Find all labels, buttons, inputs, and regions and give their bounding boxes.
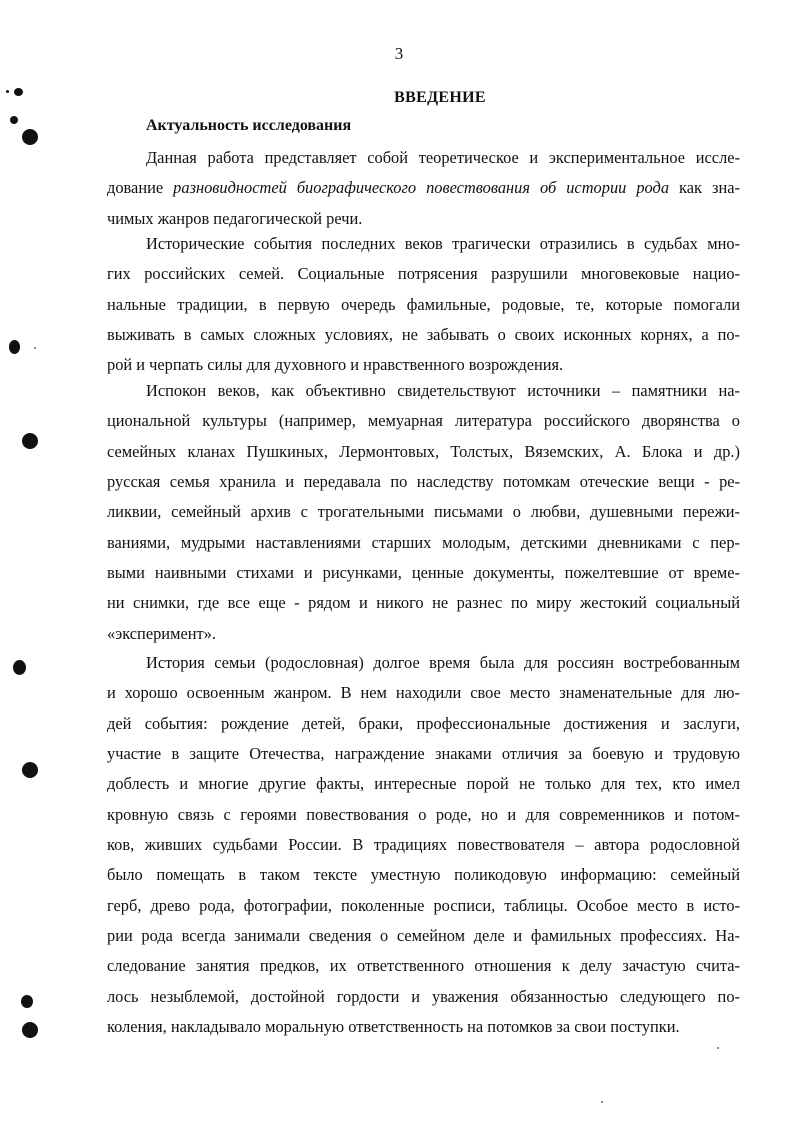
punch-hole [22, 1022, 38, 1038]
scan-speck [601, 1101, 603, 1103]
paragraph-1 [107, 143, 740, 234]
paragraph-3 [107, 376, 740, 649]
text-line: Исторические события последних веков трагически отразились в судьбах мно- [146, 234, 740, 253]
paragraph-2 [107, 229, 740, 381]
text-line: было помещать в таком тексте уместную поликодовую информацию: семейный [107, 865, 740, 885]
text-line: гих российских семей. Социальные потрясения разрушили многовековые нацио- [107, 264, 740, 284]
page-title: ВВЕДЕНИЕ [394, 89, 486, 106]
text-line: «эксперимент». [107, 623, 216, 643]
scan-speck [6, 90, 9, 93]
text-line: дование разновидностей биографического повествования об истории рода как зна- [107, 178, 740, 198]
text-line: выживать в самых сложных условиях, не забывать о своих исконных корнях, а по- [107, 325, 740, 345]
page-number: 3 [394, 44, 404, 63]
text-line: ваниями, мудрыми наставлениями старших молодым, детскими дневниками с пер- [107, 532, 740, 552]
text-line: чимых жанров педагогической речи. [107, 208, 363, 228]
punch-hole [22, 762, 38, 778]
text-line: Данная работа представляет собой теоретическое и экспериментальное иссле- [146, 148, 740, 167]
text-line: семейных кланах Пушкиных, Лермонтовых, Толстых, Вяземских, А. Блока и др.) [107, 441, 740, 461]
text-line: рой и черпать силы для духовного и нравственного возрождения. [107, 355, 564, 375]
punch-hole [22, 433, 38, 449]
text-line: Испокон веков, как объективно свидетельствуют источники – памятники на- [146, 381, 740, 400]
scan-speck [717, 1047, 719, 1049]
text-line: дей события: рождение детей, браки, профессиональные достижения и заслуги, [107, 713, 740, 733]
text-line: рии рода всегда занимали сведения о семейном деле и фамильных профессиях. На- [107, 926, 740, 946]
scan-speck [34, 347, 36, 349]
text-line: доблесть и многие другие факты, интересные порой не только для тех, кто имел [107, 774, 740, 794]
text-line: ков, живших судьбами России. В традициях повествователя – автора родословной [107, 835, 740, 855]
text-line: коления, накладывало моральную ответственность на потомков за свои поступки. [107, 1017, 680, 1037]
italic-phrase: разновидностей биографического повествования об истории рода [173, 178, 670, 198]
section-subheading: Актуальность исследования [146, 117, 352, 134]
text-line: кровную связь с героями повествования о роде, но и для современников и потом- [107, 804, 740, 824]
text-line: выми наивными стихами и рисунками, ценные документы, пожелтевшие от време- [107, 563, 740, 583]
text-line: ни снимки, где все еще - рядом и никого не разнес по миру жестокий социальный [107, 593, 740, 613]
scan-speck [13, 660, 26, 675]
text-line: участие в защите Отечества, награждение знаками отличия за боевую и трудовую [107, 744, 740, 764]
text-line: следование занятия предков, их ответственного отношения к делу зачастую счита- [107, 956, 740, 976]
text-line: и хорошо освоенным жанром. В нем находили свое место знаменательные для лю- [107, 683, 740, 703]
scan-speck [9, 340, 20, 354]
scan-speck [14, 88, 23, 96]
text-line: герб, древо рода, фотографии, поколенные росписи, таблицы. Особое место в исто- [107, 895, 740, 915]
text-line: нальные традиции, в первую очередь фамильные, родовые, те, которые помогали [107, 294, 740, 314]
text-line: русская семья хранила и передавала по наследству потомкам отеческие вещи - ре- [107, 472, 740, 492]
text-line: лось незыблемой, достойной гордости и уважения обязанностью следующего по- [107, 986, 740, 1006]
paragraph-4 [107, 648, 740, 1042]
punch-hole [22, 129, 38, 145]
text-line: циональной культуры (например, мемуарная литература российского дворянства о [107, 411, 740, 431]
scan-speck [21, 995, 33, 1008]
text-line: История семьи (родословная) долгое время была для россиян востребованным [146, 653, 740, 672]
scan-speck [10, 116, 18, 124]
text-line: ликвии, семейный архив с трогательными письмами о любви, душевными пережи- [107, 502, 740, 522]
